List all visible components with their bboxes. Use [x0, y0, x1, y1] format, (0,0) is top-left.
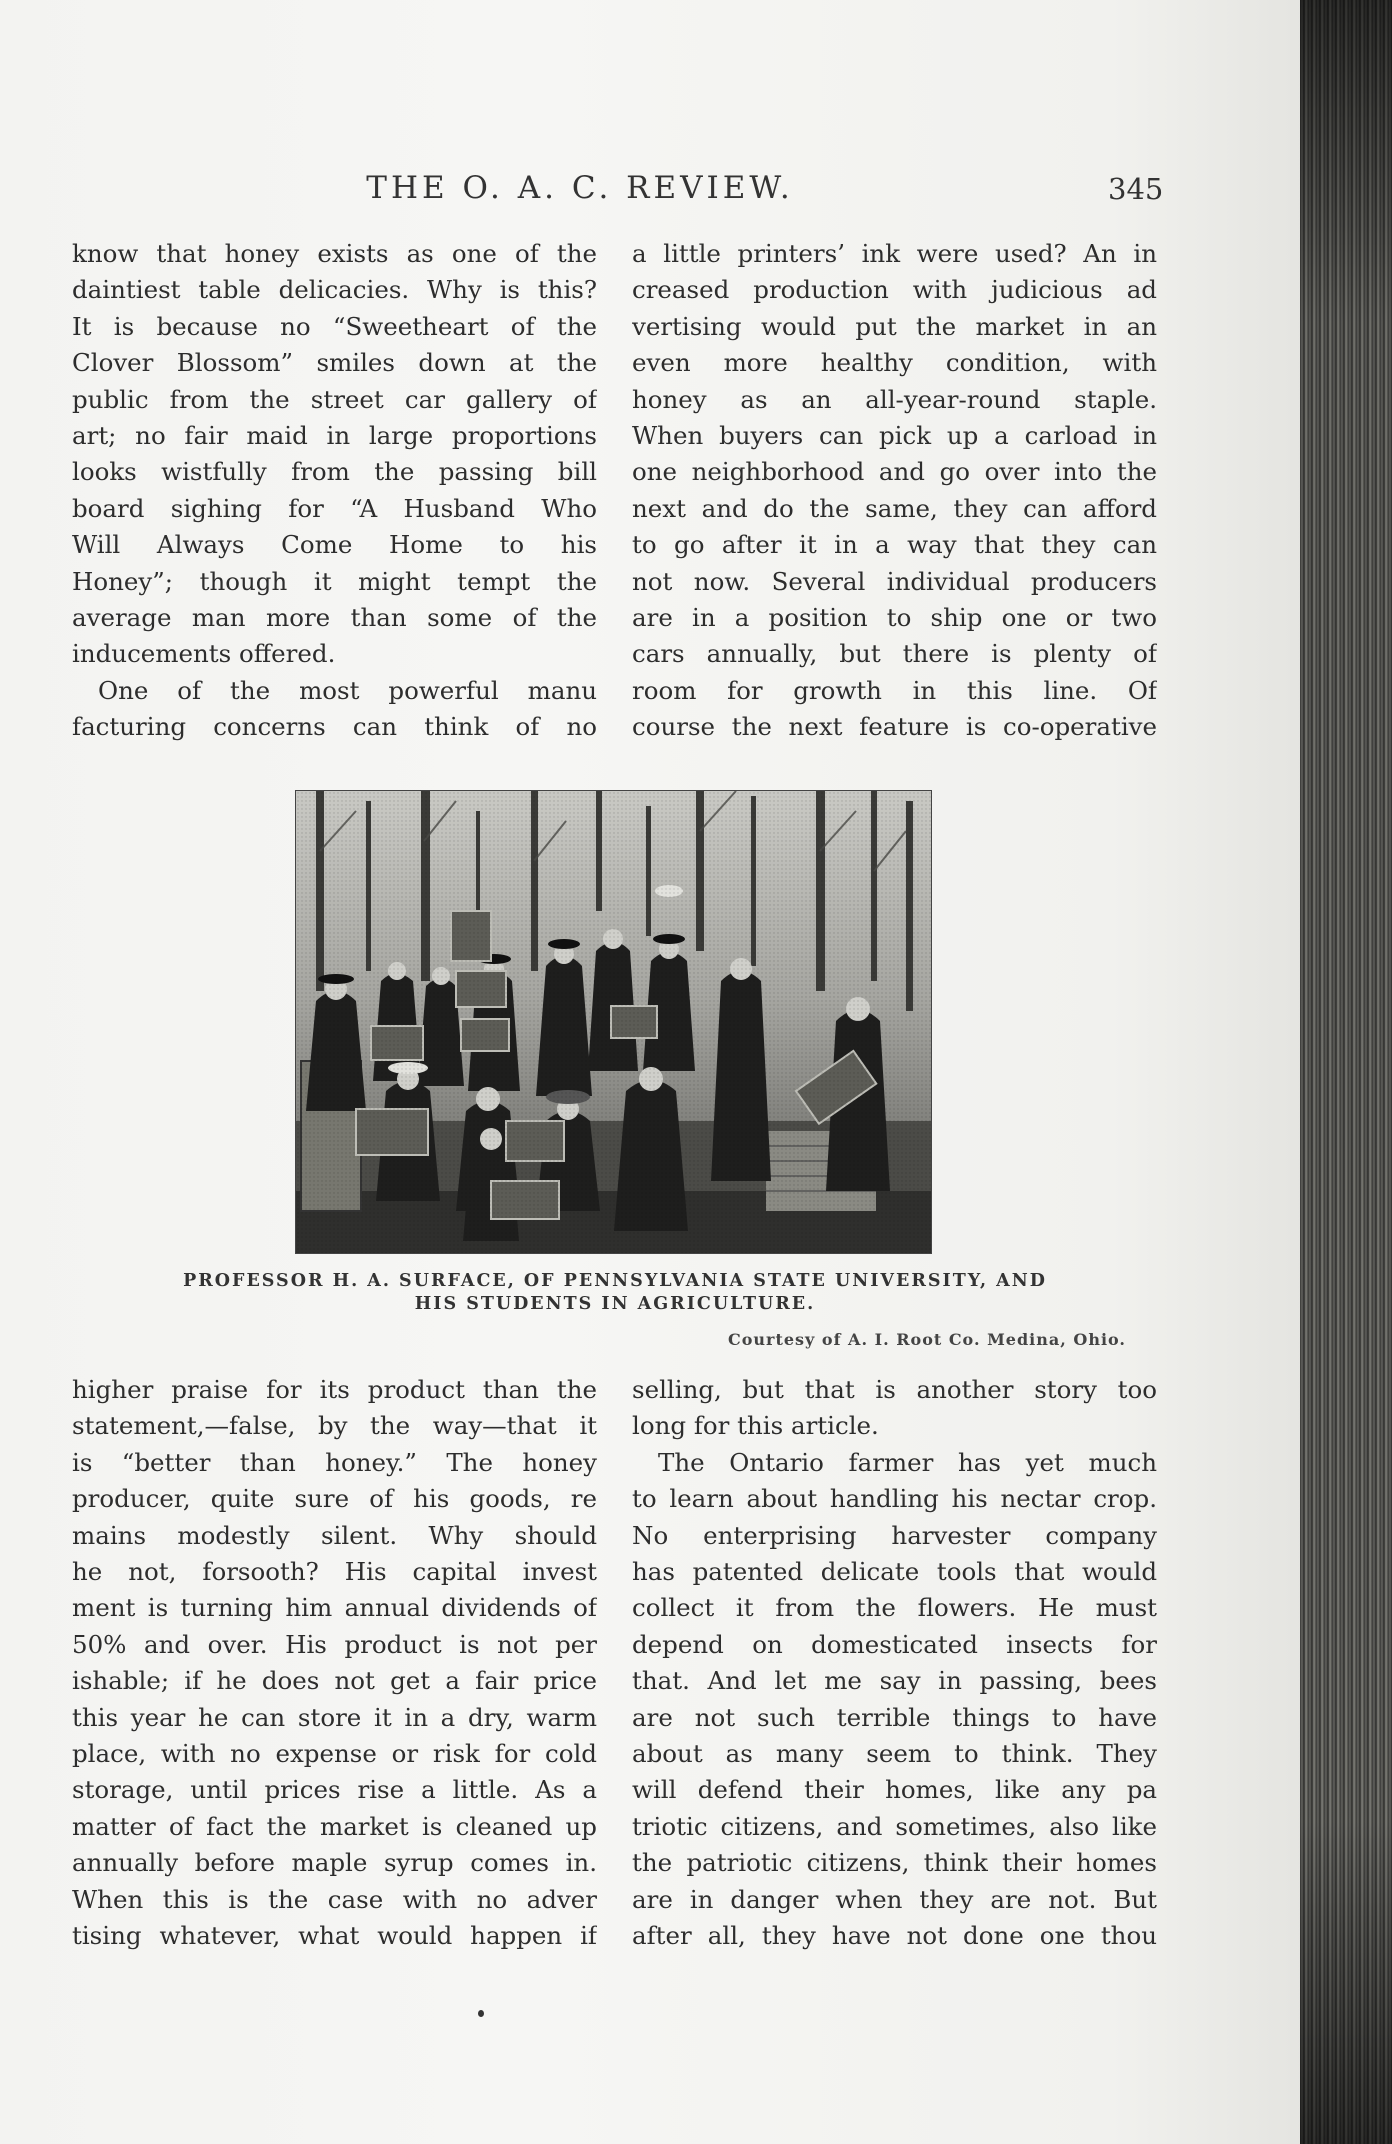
text-line: honey as an all-year-round staple. — [632, 384, 1157, 414]
text-line: are in danger when they are not. But — [632, 1884, 1157, 1914]
text-line: are in a position to ship one or two — [632, 603, 1157, 633]
text-line: The Ontario farmer has yet much — [658, 1447, 1157, 1477]
text-line: higher praise for its product than the — [72, 1375, 597, 1404]
text-line: next and do the same, they can afford — [632, 493, 1157, 523]
text-line: room for growth in this line. Of — [632, 675, 1157, 705]
text-line: annually before maple syrup comes in. — [72, 1848, 597, 1878]
text-line: facturing concerns can think of no — [72, 712, 597, 742]
text-line: know that honey exists as one of the — [72, 239, 597, 268]
text-line: collect it from the flowers. He must — [632, 1593, 1157, 1623]
photo-bees-students-illustration — [296, 791, 931, 1253]
text-line: When buyers can pick up a carload in — [632, 421, 1157, 451]
halftone-photograph — [295, 790, 932, 1254]
running-title: THE O. A. C. REVIEW. — [366, 170, 794, 206]
text-line: is “better than honey.” The honey — [72, 1447, 597, 1477]
text-line: has patented delicate tools that would — [632, 1557, 1157, 1587]
text-line: average man more than some of the — [72, 603, 597, 633]
text-line: looks wistfully from the passing bill — [72, 457, 597, 487]
text-line: will defend their homes, like any pa — [632, 1775, 1157, 1805]
text-line: art; no fair maid in large proportions — [72, 421, 597, 451]
text-line: ishable; if he does not get a fair price — [72, 1666, 597, 1696]
text-line: daintiest table delicacies. Why is this? — [72, 275, 597, 305]
text-line: It is because no “Sweetheart of the — [72, 311, 597, 341]
text-line: one neighborhood and go over into the — [632, 457, 1157, 487]
caption-line: PROFESSOR H. A. SURFACE, OF PENNSYLVANIA STATE UNIVERSITY, AND — [183, 1271, 1047, 1291]
text-line: board sighing for “A Husband Who — [72, 493, 597, 523]
article-column-top-right — [632, 236, 1157, 746]
text-line: tising whatever, what would happen if — [72, 1921, 597, 1951]
text-line: are not such terrible things to have — [632, 1702, 1157, 1732]
text-line: triotic citizens, and sometimes, also like — [632, 1811, 1157, 1841]
text-line: about as many seem to think. They — [632, 1739, 1157, 1769]
text-line: he not, forsooth? His capital invest — [72, 1557, 597, 1587]
text-line: not now. Several individual producers — [632, 566, 1157, 596]
text-line: after all, they have not done one thou — [632, 1921, 1157, 1951]
text-line: statement,—false, by the way—that it — [72, 1411, 597, 1441]
text-line: When this is the case with no adver — [72, 1884, 597, 1914]
article-column-top-left — [72, 236, 597, 746]
text-line: producer, quite sure of his goods, re — [72, 1484, 597, 1514]
photo-credit: Courtesy of A. I. Root Co. Medina, Ohio. — [728, 1330, 1126, 1349]
book-fore-edge — [1300, 0, 1392, 2144]
figure-caption — [70, 1270, 1160, 1316]
text-line: vertising would put the market in an — [632, 311, 1157, 341]
text-line: public from the street car gallery of — [72, 384, 597, 414]
text-line: to go after it in a way that they can — [632, 530, 1157, 560]
text-line: storage, until prices rise a little. As a — [72, 1775, 597, 1805]
text-line: place, with no expense or risk for cold — [72, 1739, 597, 1769]
text-line: selling, but that is another story too — [632, 1375, 1157, 1404]
text-line: a little printers’ ink were used? An in — [632, 239, 1157, 268]
text-line: matter of fact the market is cleaned up — [72, 1811, 597, 1841]
text-line: even more healthy condition, with — [632, 348, 1157, 378]
text-line: to learn about handling his nectar crop. — [632, 1484, 1157, 1514]
text-line: cars annually, but there is plenty of — [632, 639, 1157, 669]
ink-speck — [478, 2010, 484, 2017]
text-line: ment is turning him annual dividends of — [72, 1593, 597, 1623]
text-line: inducements offered. — [72, 639, 336, 669]
text-line: long for this article. — [632, 1411, 879, 1441]
text-line: the patriotic citizens, think their homes — [632, 1848, 1157, 1878]
article-column-bottom-right — [632, 1372, 1157, 1955]
text-line: Will Always Come Home to his — [72, 530, 597, 560]
caption-line: HIS STUDENTS IN AGRICULTURE. — [414, 1294, 816, 1314]
text-line: course the next feature is co-operative — [632, 712, 1157, 742]
article-column-bottom-left — [72, 1372, 597, 1955]
text-line: 50% and over. His product is not per — [72, 1629, 597, 1659]
text-line: No enterprising harvester company — [632, 1520, 1157, 1550]
text-line: depend on domesticated insects for — [632, 1629, 1157, 1659]
page-number: 345 — [1108, 172, 1164, 206]
text-line: this year he can store it in a dry, warm — [72, 1702, 597, 1732]
text-line: One of the most powerful manu — [98, 675, 597, 705]
text-line: Clover Blossom” smiles down at the — [72, 348, 597, 378]
text-line: mains modestly silent. Why should — [72, 1520, 597, 1550]
text-line: that. And let me say in passing, bees — [632, 1666, 1157, 1696]
text-line: creased production with judicious ad — [632, 275, 1157, 305]
text-line: Honey”; though it might tempt the — [72, 566, 597, 596]
